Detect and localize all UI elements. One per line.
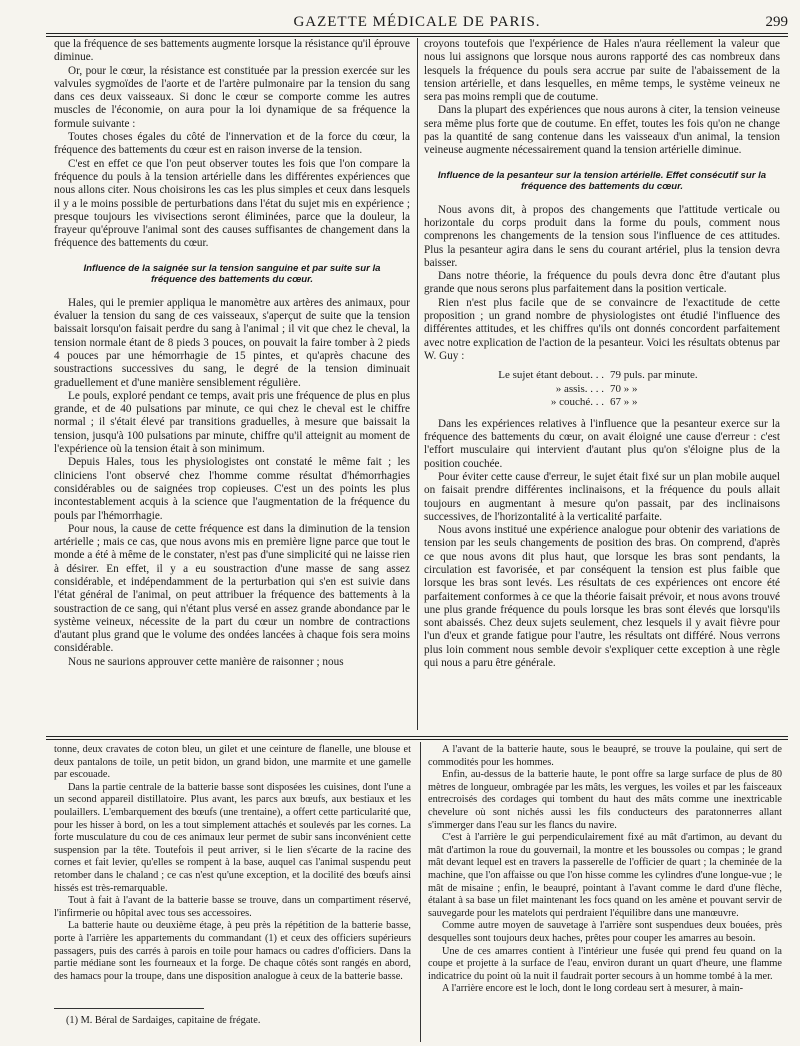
upper-left-column xyxy=(54,38,410,728)
table-row xyxy=(464,383,780,397)
section-heading: Influence de la pesanteur sur la tension artérielle. Effet consécutif sur la fréquence des battements du cœur. xyxy=(437,169,767,192)
table-cell-label: » assis. . . . xyxy=(555,382,604,395)
paragraph: Comme autre moyen de sauvetage à l'arrière sont suspendues deux bouées, près desquelles sont toujours deux haches, prêtes pour couper les amarres au besoin. xyxy=(428,920,782,944)
footnote-rule xyxy=(54,1008,204,1009)
paragraph: A l'arrière encore est le loch, dont le long cordeau sert à mesurer, à main- xyxy=(442,983,744,995)
paragraph: croyons toutefois que l'expérience de Hales n'aura réellement la valeur que nous lui assignons que lorsque nous aurons rapporté des cas nombreux dans lesquels la fréquence du pouls sera accrue par suite de l'abaissement de la tension artérielle, et dans lesquelles, en même temps, le système veineux ne sera pas moins rempli que de coutume. xyxy=(424,38,780,104)
paragraph: Enfin, au-dessus de la batterie haute, le pont offre sa large surface de plus de 80 mètres de longueur, ombragée par les mâts, les vergues, les voiles et par les faisceaux entrecroisés des cordages qui tombent du haut des mâts comme une inextricable chevelure où sont nichés aussi les fils conducteurs des paratonnerres allant s'immerger dans l'eau sur les flancs du navire. xyxy=(428,769,782,831)
paragraph: Tout à fait à l'avant de la batterie basse se trouve, dans un compartiment réservé, l'infirmerie ou hôpital avec tous ses accessoires. xyxy=(54,895,411,919)
table-cell-label: » couché. . . xyxy=(550,396,604,409)
paragraph: Toutes choses égales du côté de l'innervation et de la force du cœur, la fréquence des battements du cœur est en raison inverse de la tension. xyxy=(54,131,410,157)
table-row xyxy=(464,369,780,383)
paragraph: A l'avant de la batterie haute, sous le beaupré, se trouve la poulaine, qui sert de commodités pour les hommes. xyxy=(428,744,782,768)
lower-left-column xyxy=(54,744,411,1002)
feuilleton-rule xyxy=(46,736,788,740)
paragraph: Nous avons dit, à propos des changements que l'attitude verticale ou horizontale du corps produit dans la forme du pouls, comment nous comprenons les changements de la tension sous l'influence de ces attitudes. Plus la pesanteur agira dans le sens du courant artériel, plus la tension devra baisser. xyxy=(424,203,780,269)
paragraph: Nous avons institué une expérience analogue pour obtenir des variations de tension par les seuls changements de position des bras. On comprend, d'après ce que nous avons dit plus haut, que lorsque les bras sont pendants, la circulation est favorisée, et par conséquent la tension est plus faible que lorsque les bras sont levés. Les résultats de ces expériences ont encore été parfaitement conformes à ce que la théorie faisait prévoir, et nous avons trouvé une plus grande fréquence du pouls lorsque les bras sont élevés que lorsqu'ils sont abaissés. Chez deux sujets seulement, chez lesquels il y avait fièvre pour l'un d'eux et grande fatigue pour l'autre, les résultats ont différé. Nous verrons plus loin comment nous semble devoir s'expliquer cette exception à une règle qui nous a paru être générale. xyxy=(424,524,780,670)
paragraph: Hales, qui le premier appliqua le manomètre aux artères des animaux, pour évaluer la tension du sang de ces vaisseaux, s'aperçut de suite que la tension baissait lorsqu'on faisait perdre du sang à l'animal ; il vit que chez le cheval, la tension normale étant de 8 pieds 3 pouces, on pouvait la faire tomber à 2 pieds 4 pouces par une hémorrhagie de 15 pintes, et qu'après chacune des soustractions successives du sang, le degré de la tension diminuait graduellement et d'une manière sensiblement régulière. xyxy=(54,296,410,389)
paragraph: C'est à l'arrière le gui perpendiculairement fixé au mât d'artimon, au devant du mât d'artimon la roue du gouvernail, la montre et les boussoles ou compas ; le grand mât devant lequel est en travers la passerelle de l'officier de quart ; la cheminée de la machine, que l'on affaisse ou que l'on hisse comme les cylindres d'une longue-vue ; le mât de misaine ; enfin, le beaupré, pointant à l'avant comme le dard d'une flèche, étalant à sa base un filet maintenant les focs quand on les amène et pouvant servir de sauvegarde pour les matelots qui perdraient l'équilibre dans une manœuvre. xyxy=(428,832,782,919)
paragraph: Le pouls, exploré pendant ce temps, avait pris une fréquence de plus en plus grande, et de 40 pulsations par minute, ce qui chez le cheval est le chiffre normal ; il s'était élevé par transitions graduelles, à mesure que baissait la tension, jusqu'à 100 pulsations par minute, chiffre qu'il atteignit au moment de l'expérience où la tension était à son minimum. xyxy=(54,389,410,456)
table-cell-value: 79 puls. par minute. xyxy=(610,369,698,382)
paragraph: tonne, deux cravates de coton bleu, un gilet et une ceinture de flanelle, une blouse et deux pantalons de toile, un petit bidon, un grand bidon, une marmite et une gamelle par escouade. xyxy=(54,744,411,781)
paragraph: Une de ces amarres contient à l'intérieur une fusée qui prend feu quand on la coupe et projette à la surface de l'eau, environ durant un quart d'heure, une flamme indicatrice du point où la nuit il faudrait porter secours à un homme tombé à la mer. xyxy=(428,945,782,982)
page-number: 299 xyxy=(765,14,788,30)
paragraph: Nous ne saurions approuver cette manière de raisonner ; nous xyxy=(68,655,344,668)
paragraph: Pour éviter cette cause d'erreur, le sujet était fixé sur un plan mobile auquel on faisait prendre différentes inclinaisons, et la fréquence du pouls allait toujours en augmentant à mesure qu'on passait, par des inclinaisons successives, de l'horizontalité à la verticalité parfaite. xyxy=(424,470,780,523)
pulse-table xyxy=(464,369,780,410)
column-divider xyxy=(420,742,421,1042)
table-row xyxy=(464,396,780,410)
paragraph: C'est en effet ce que l'on peut observer toutes les fois que l'on compare la fréquence du pouls à la tension artérielle dans les différentes expériences que nous allons citer. Nous choisirons les cas les plus simples et ceux dans lesquels il y a le moins possible de perturbations dans l'état du sujet mis en expérience ; presque toujours les vivisections seront éliminées, parce que la douleur, la frayeur qu'éprouve l'animal sont des causes suffisantes de changement dans la fréquence des battements du cœur. xyxy=(54,157,410,250)
paragraph: Dans notre théorie, la fréquence du pouls devra donc être d'autant plus grande que nous serons plus parfaitement dans la position verticale. xyxy=(424,270,780,296)
paragraph: La batterie haute ou deuxième étage, à peu près la répétition de la batterie basse, porte à l'arrière les appartements du commandant (1) et ceux des officiers supérieurs passagers, puis des carrés à parois en toile pour hamacs ou cadres d'officiers. Dans la partie médiane sont les fourneaux et la forge. De chaque côtés sont rangés en abord, des hamacs pour la troupe, dans une disposition analogue à ceux de la batterie basse. xyxy=(54,920,411,982)
paragraph: que la fréquence de ses battements augmente lorsque la résistance qu'il éprouve diminue. xyxy=(54,38,410,64)
paragraph: Pour nous, la cause de cette fréquence est dans la diminution de la tension artérielle ; mais ce cas, que nous avons mis en première ligne parce que tout le monde a été à même de le constater, n'est pas d'une simplicité qui ne laisse rien à désirer. En effet, il y a eu soustraction d'une masse de sang assez considérable, et indépendamment de la perturbation qui s'en est suivie dans l'état général de l'animal, on peut attribuer la fréquence des battements à la soustraction de ce sang, qui n'étant plus versé en assez grande abondance par le système veineux, nécessite de la part du cœur un nombre de contractions d'autant plus grand que le volume des ondées lancées à chaque fois sera moins considérable. xyxy=(54,522,410,655)
paragraph: Depuis Hales, tous les physiologistes ont constaté le même fait ; les cliniciens l'ont observé chez l'homme comme résultat d'hémorrhagies considérables ou de saignées trop copieuses. C'est un des points les plus incontestablement acquis à la science que l'augmentation de la fréquence du pouls par l'hémorrhagie. xyxy=(54,456,410,522)
journal-title: GAZETTE MÉDICALE DE PARIS. xyxy=(293,14,541,30)
header-rule xyxy=(46,33,788,37)
paragraph: Dans les expériences relatives à l'influence que la pesanteur exerce sur la fréquence des battements du cœur, on avait éloigné une cause d'erreur : c'est l'effort musculaire qui intervient d'autant plus qu'on s'éloigne plus de la position couchée. xyxy=(424,417,780,470)
table-cell-value: 70 » » xyxy=(610,382,638,395)
section-heading: Influence de la saignée sur la tension sanguine et par suite sur la fréquence des battements du cœur. xyxy=(83,262,381,285)
upper-right-column xyxy=(424,38,780,728)
column-divider xyxy=(417,38,418,730)
paragraph: Or, pour le cœur, la résistance est constituée par la pression exercée sur les valvules sygmoïdes de l'aorte et de l'artère pulmonaire par la tension du sang dans ces deux vaisseaux. Si donc le cœur se comporte comme les autres muscles de l'économie, on aura pour la loi dynamique de sa fréquence la formule suivante : xyxy=(54,64,410,130)
paragraph: Dans la partie centrale de la batterie basse sont disposées les cuisines, dont l'une a un second appareil distillatoire. Plus avant, les parcs aux bœufs, aux bestiaux et les poulaillers. L'embarquement des bœufs (une trentaine), a offert cette particularité que, pour les hisser à bord, on les a tout simplement attachés et soulevés par les cornes. La forte musculature du cou de ces animaux leur permet de subir sans inconvénient cette suspension par la tête. Toutefois il peut arriver, si le lien s'écarte de la racine des cornes et fait levier, qu'elles se rompent à la base, auquel cas l'animal suspendu peut retomber dans le chaland ; ce cas n'est qu'une exception, et la docilité des bœufs ainsi hissés est très-remarquable. xyxy=(54,781,411,894)
paragraph: Dans la plupart des expériences que nous aurons à citer, la tension veineuse sera même plus forte que de coutume. En effet, toutes les fois qu'on ne change pas la quantité de sang contenue dans les vaisseaux d'un animal, la tension veineuse augmente nécessairement quand la tension artérielle diminue. xyxy=(424,104,780,157)
table-cell-value: 67 » » xyxy=(610,396,638,409)
page-header xyxy=(46,8,788,34)
paragraph: Rien n'est plus facile que de se convaincre de l'exactitude de cette proposition ; un grand nombre de physiologistes ont étudié l'influence des différentes attitudes, et les chiffres qu'ils ont donnés concordent parfaitement avec notre explication de l'action de la pesanteur. Voici les résultats obtenus par W. Guy : xyxy=(424,296,780,362)
lower-right-column xyxy=(428,744,782,1042)
table-cell-label: Le sujet étant debout. . . xyxy=(498,369,604,382)
footnote: (1) M. Béral de Sardaiges, capitaine de frégate. xyxy=(66,1015,261,1026)
